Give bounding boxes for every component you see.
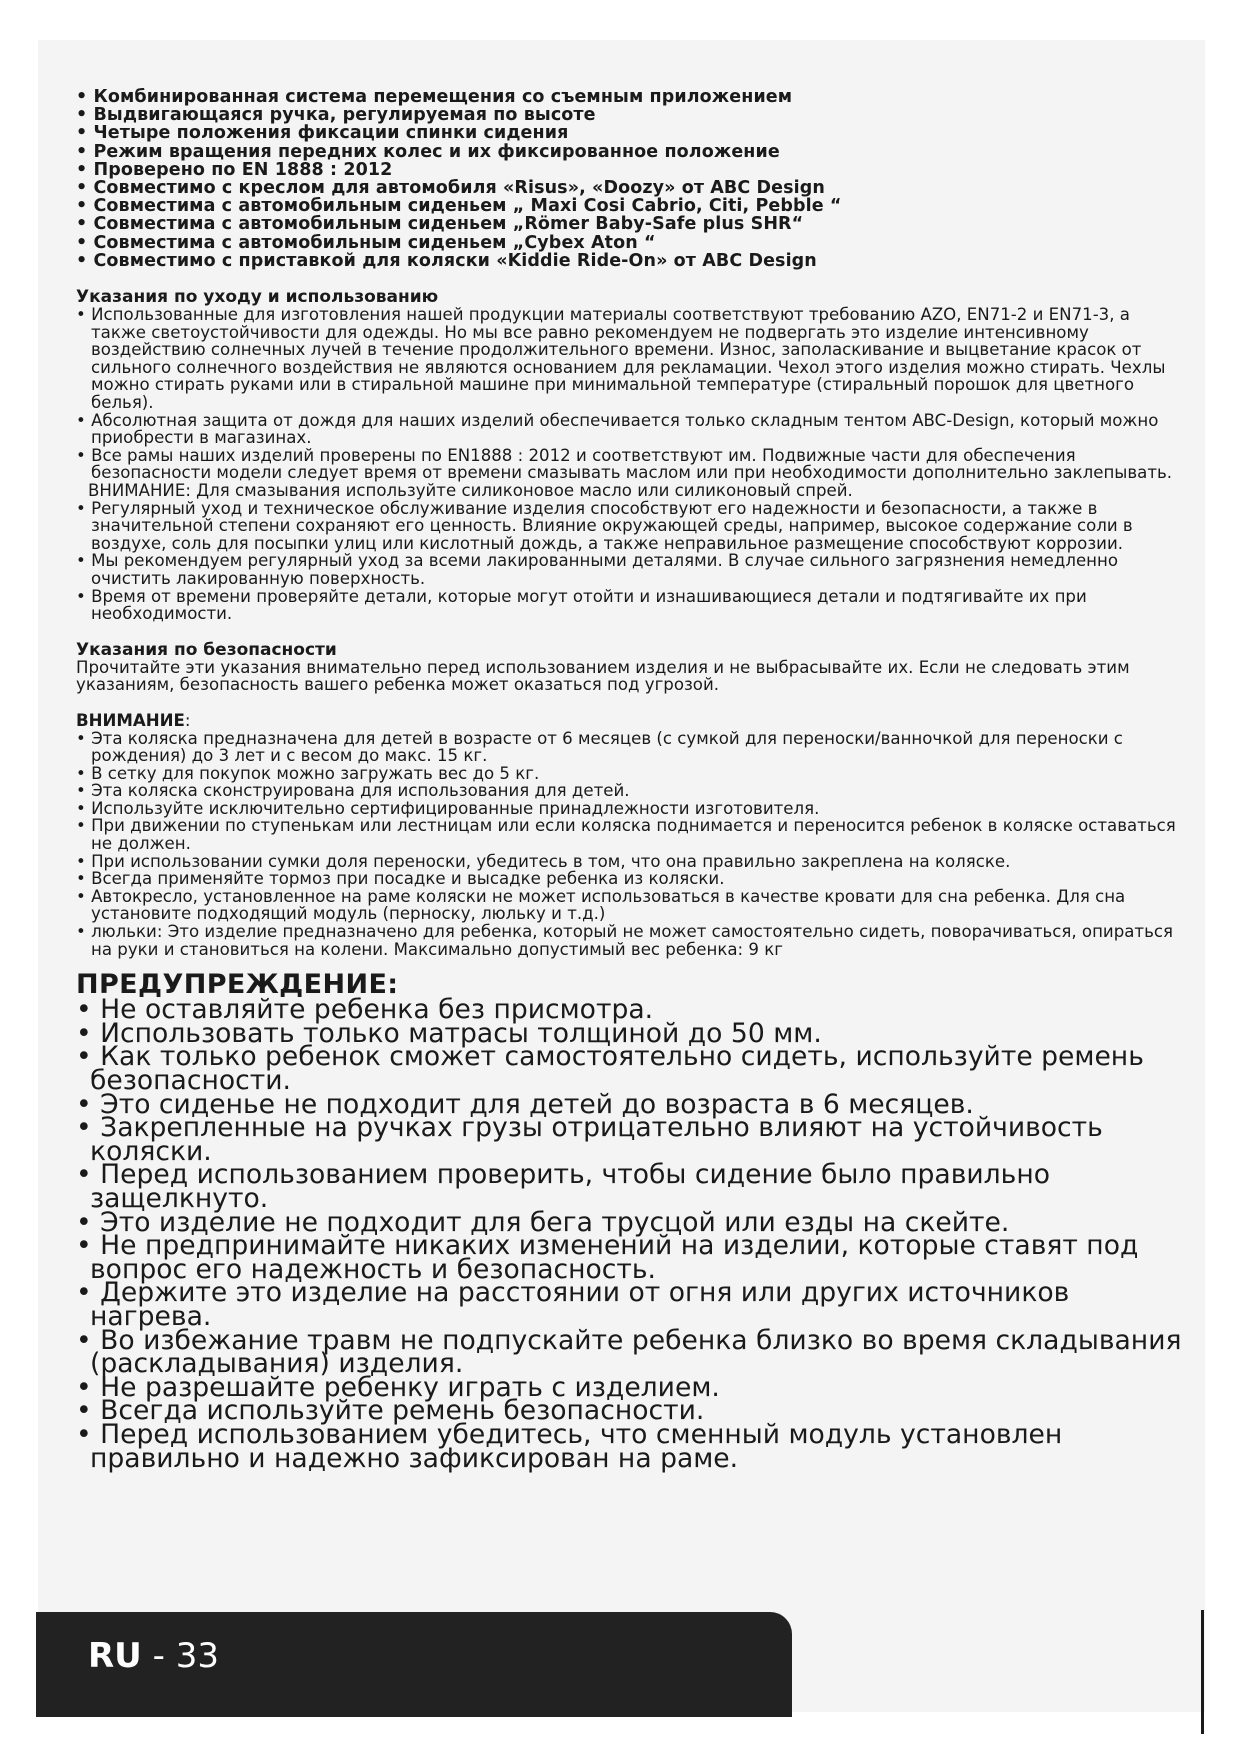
feature-item: • Совместимо с приставкой для коляски «Kiddie Ride-On» от ABC Design [76, 252, 1186, 270]
page-number-label [88, 1636, 219, 1676]
feature-item: • Четыре положения фиксации спинки сидения [76, 124, 1186, 142]
warning-item: • Это сиденье не подходит для детей до возраста в 6 месяцев. [76, 1093, 1186, 1117]
feature-item: • Совместима с автомобильным сиденьем „Cybex Aton “ [76, 234, 1186, 252]
attention-list [76, 730, 1186, 959]
warning-item: • Во избежание травм не подпускайте ребенка близко во время складывания (раскладывания) изделия. [76, 1329, 1186, 1376]
care-list [76, 306, 1186, 482]
attention-item: • Всегда применяйте тормоз при посадке и высадке ребенка из коляски. [76, 870, 1186, 888]
feature-list [76, 88, 1186, 270]
warning-section [76, 969, 1186, 1474]
feature-item: • Совместимо с креслом для автомобиля «Risus», «Doozy» от ABC Design [76, 179, 1186, 197]
warning-item: • Держите это изделие на расстоянии от огня или других источников нагрева. [76, 1281, 1186, 1328]
feature-item: • Проверено по EN 1888 : 2012 [76, 161, 1186, 179]
feature-item: • Режим вращения передних колес и их фиксированное положение [76, 143, 1186, 161]
attention-item: • При использовании сумки доля переноски, убедитесь в том, что она правильно закреплена на коляске. [76, 853, 1186, 871]
page-number: 33 [175, 1636, 219, 1676]
attention-colon: : [184, 710, 191, 730]
attention-section [76, 712, 1186, 958]
care-item: • Абсолютная защита от дождя для наших изделий обеспечивается только складным тентом ABC-Design, который можно приобрести в магазинах. [76, 412, 1186, 447]
care-item: • Использованные для изготовления нашей продукции материалы соответствуют требованию AZO, EN71-2 и EN71-3, а также светоустойчивости для одежды. Но мы все равно рекомендуем не подвергать это изделие интенсивному воздействию солнечных лучей в течение продолжительного времени. Износ, заполаскивание и выцветание красок от сильного солнечного воздействия не являются основанием для рекламации. Чехол этого изделия можно стирать. Чехлы можно стирать руками или в стиральной машине при минимальной температуре (стиральный порошок для цветного белья). [76, 306, 1186, 412]
attention-item: • люльки: Это изделие предназначено для ребенка, который не может самостоятельно сидеть, поворачиваться, опираться на руки и становиться на колени. Максимально допустимый вес ребенка: 9 кг [76, 923, 1186, 958]
warning-item: • Как только ребенок сможет самостоятельно сидеть, используйте ремень безопасности. [76, 1045, 1186, 1092]
page-edge-rule [1201, 1610, 1204, 1734]
feature-item: • Комбинированная система перемещения со съемным приложением [76, 88, 1186, 106]
safety-section [76, 641, 1186, 694]
attention-item: • Автокресло, установленное на раме коляски не может использоваться в качестве кровати для сна ребенка. Для сна установите подходящий модуль (перноску, люльку и т.д.) [76, 888, 1186, 923]
care-section [76, 288, 1186, 623]
safety-heading: Указания по безопасности [76, 639, 337, 660]
attention-item: • При движении по ступенькам или лестницам или если коляска поднимается и переносится ребенок в коляске оставаться не должен. [76, 817, 1186, 852]
warning-item: • Закрепленные на ручках грузы отрицательно влияют на устойчивость коляски. [76, 1116, 1186, 1163]
attention-item: • В сетку для покупок можно загружать вес до 5 кг. [76, 765, 1186, 783]
care-note: ВНИМАНИЕ: Для смазывания используйте силиконовое масло или силиконовый спрей. [88, 480, 853, 500]
care-item: • Все рамы наших изделий проверены по EN1888 : 2012 и соответствуют им. Подвижные части для обеспечения безопасности модели следует время от времени смазывать маслом или при необходимости дополнительно заклепывать. [76, 447, 1186, 482]
page-content [76, 87, 1186, 1474]
attention-label: ВНИМАНИЕ [76, 710, 185, 730]
care-list-continued [76, 500, 1186, 623]
feature-item: • Выдвигающаяся ручка, регулируемая по высоте [76, 106, 1186, 124]
page-separator: - [141, 1636, 176, 1676]
safety-text: Прочитайте эти указания внимательно перед использованием изделия и не выбрасывайте их. Если не следовать этим указаниям, безопасность вашего ребенка может оказаться под угрозой. [76, 657, 1130, 695]
warning-title: ПРЕДУПРЕЖДЕНИЕ: [76, 969, 399, 1001]
warning-item: • Не разрешайте ребенку играть с изделием. [76, 1376, 1186, 1400]
warning-item: • Не оставляйте ребенка без присмотра. [76, 998, 1186, 1022]
care-heading: Указания по уходу и использованию [76, 287, 439, 308]
warning-list [76, 994, 1186, 1474]
feature-item: • Совместима с автомобильным сиденьем „Römer Baby-Safe plus SHR“ [76, 215, 1186, 233]
warning-item: • Перед использованием убедитесь, что сменный модуль установлен правильно и надежно зафиксирован на раме. [76, 1423, 1186, 1470]
attention-heading [76, 712, 1186, 730]
attention-item: • Используйте исключительно сертифицированные принадлежности изготовителя. [76, 800, 1186, 818]
language-code: RU [88, 1636, 142, 1676]
warning-item: • Это изделие не подходит для бега трусцой или езды на скейте. [76, 1211, 1186, 1235]
attention-item: • Эта коляска предназначена для детей в возрасте от 6 месяцев (с сумкой для переноски/ванночкой для переноски с рождения) до 3 лет и с весом до макс. 15 кг. [76, 730, 1186, 765]
footer-bar [36, 1612, 792, 1717]
care-item: • Время от времени проверяйте детали, которые могут отойти и изнашивающиеся детали и подтягивайте их при необходимости. [76, 588, 1186, 623]
feature-item: • Совместима с автомобильным сиденьем „ Maxi Cosi Cabrio, Citi, Pebble “ [76, 197, 1186, 215]
warning-item: • Перед использованием проверить, чтобы сидение было правильно защелкнуто. [76, 1163, 1186, 1210]
care-item: • Мы рекомендуем регулярный уход за всеми лакированными деталями. В случае сильного загрязнения немедленно очистить лакированную поверхность. [76, 552, 1186, 587]
attention-item: • Эта коляска сконструирована для использования для детей. [76, 782, 1186, 800]
warning-item: • Всегда используйте ремень безопасности. [76, 1399, 1186, 1423]
warning-item: • Не предпринимайте никаких изменений на изделии, которые ставят под вопрос его надежность и безопасность. [76, 1234, 1186, 1281]
warning-item: • Использовать только матрасы толщиной до 50 мм. [76, 1022, 1186, 1046]
care-item: • Регулярный уход и техническое обслуживание изделия способствуют его надежности и безопасности, а также в значительной степени сохраняют его ценность. Влияние окружающей среды, например, высокое содержание соли в воздухе, соль для посыпки улиц или кислотный дождь, а также неправильное размещение способствуют коррозии. [76, 500, 1186, 553]
